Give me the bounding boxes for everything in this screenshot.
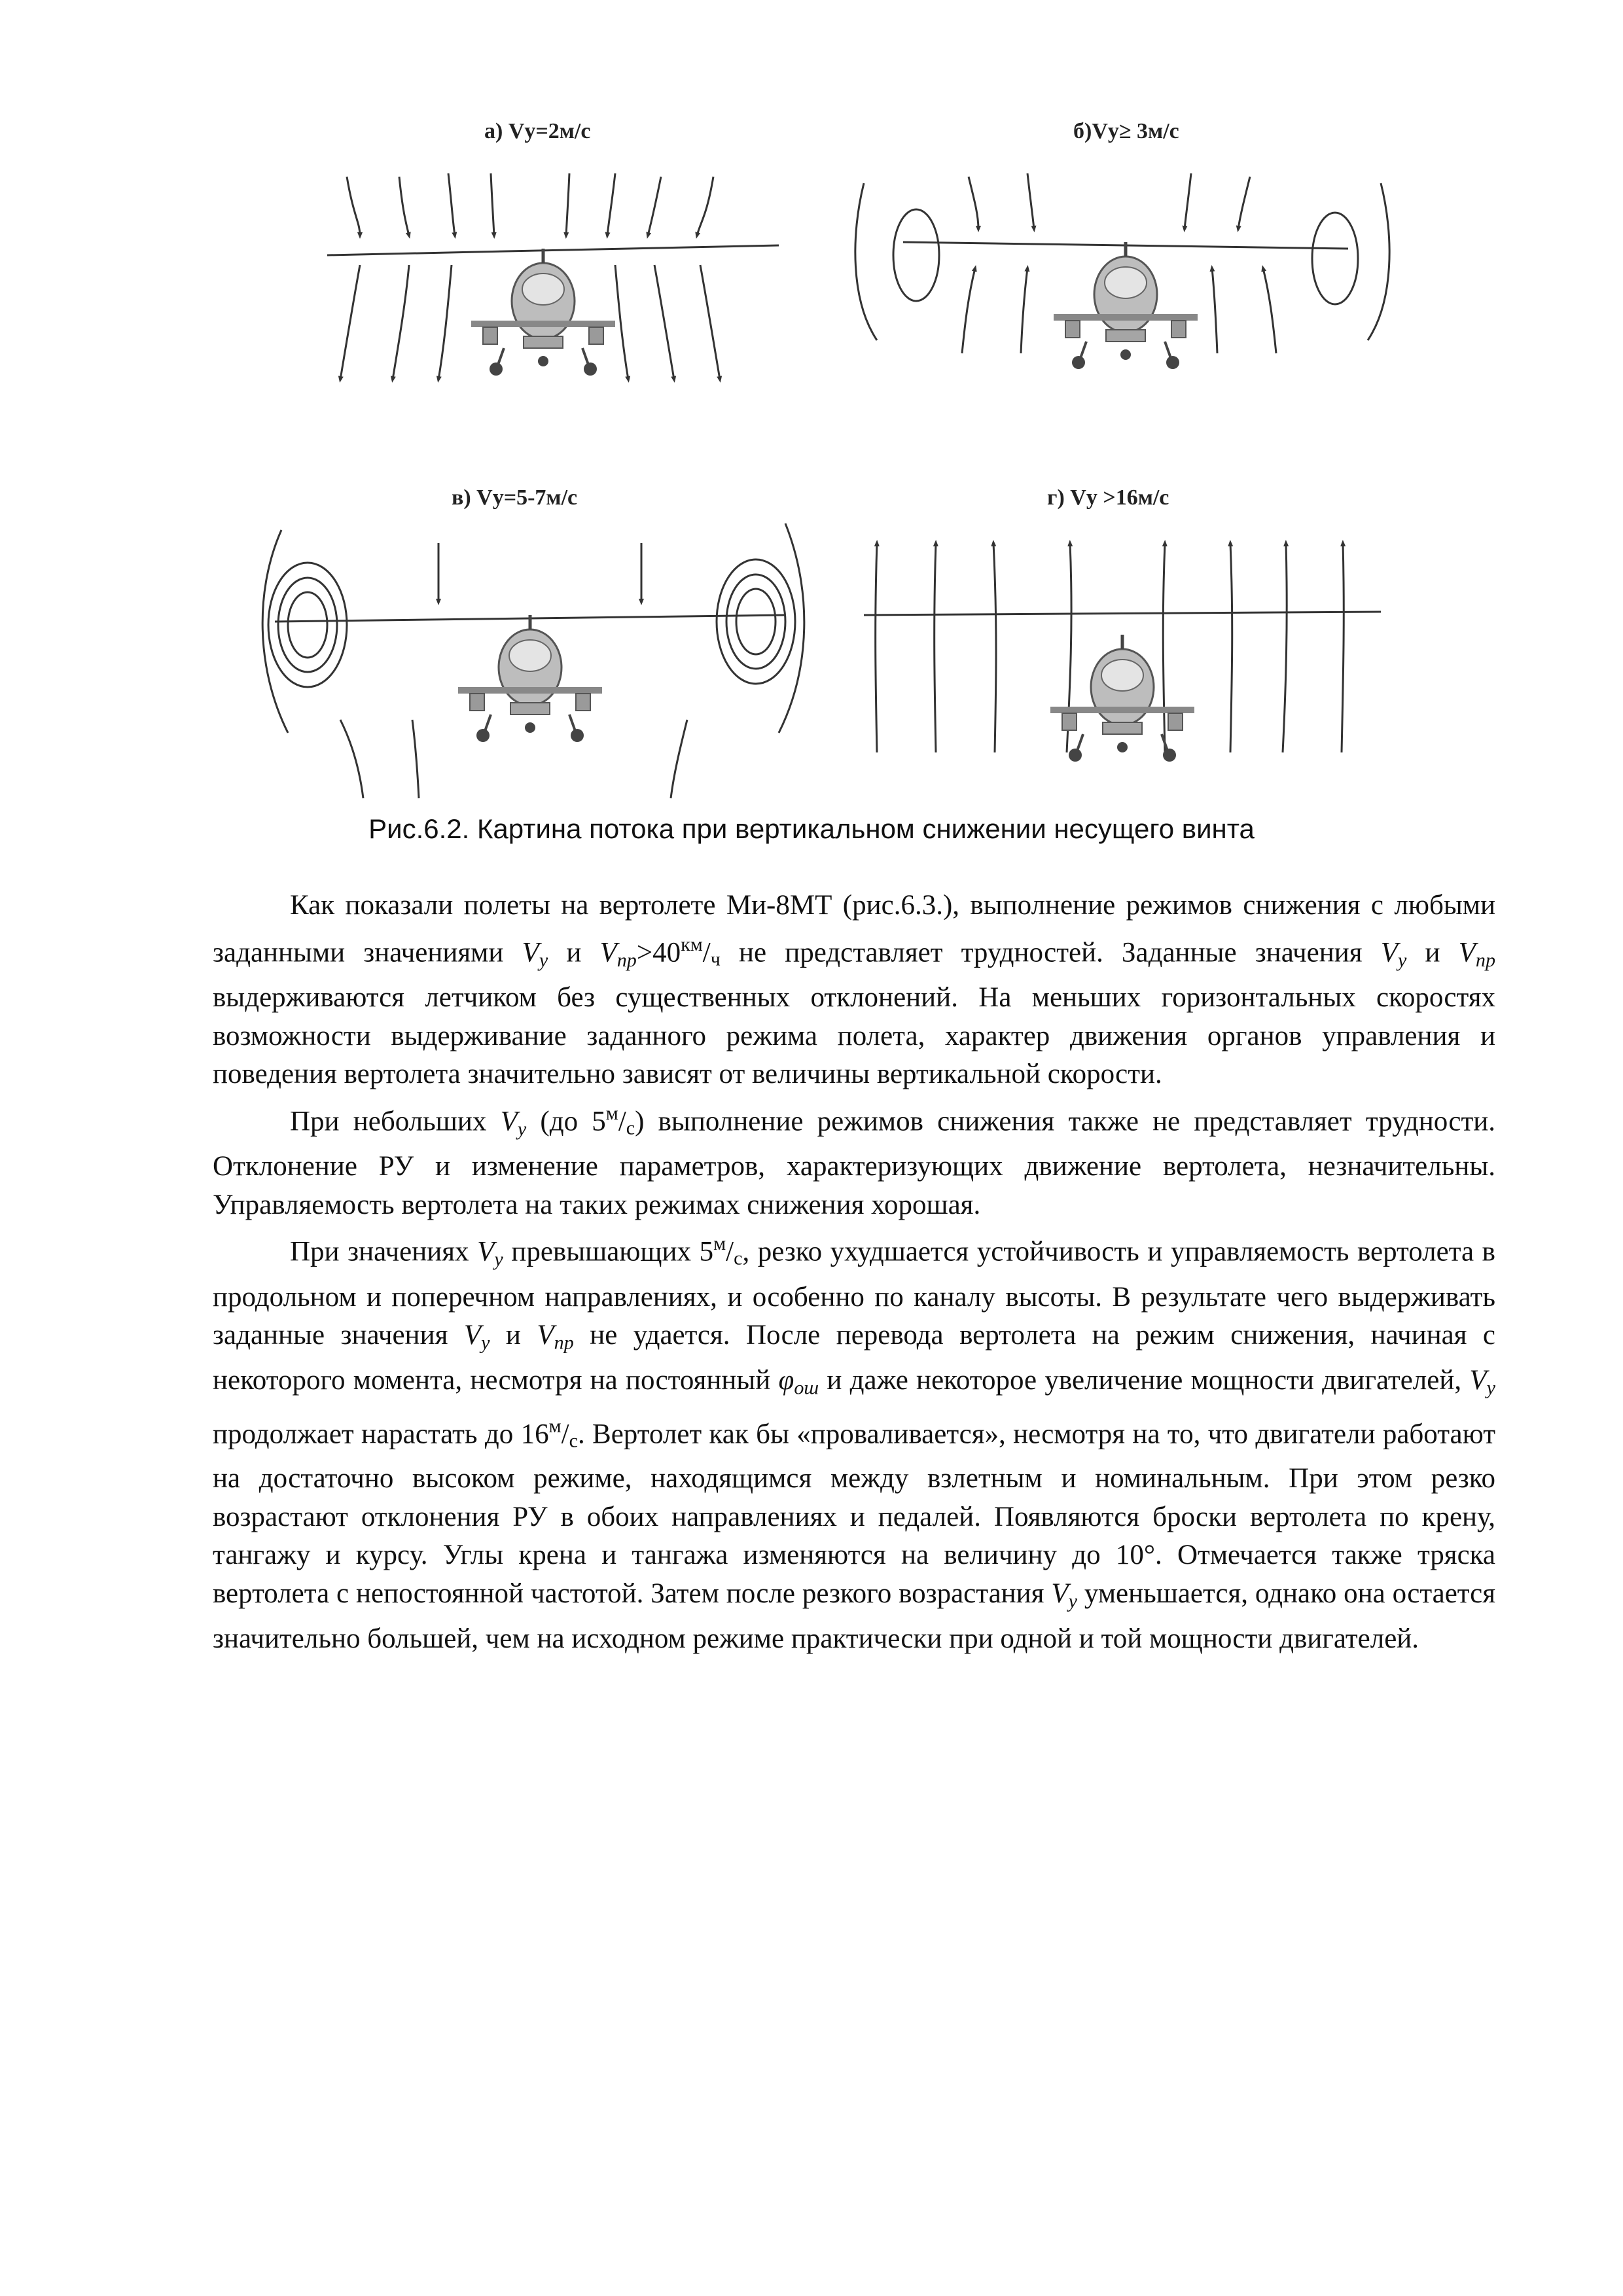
subscript: y [1397,948,1407,971]
text-run: не удается. После перевода вертолета на режим снижения, начиная с некоторого момента, несмотря на постоянный [213,1320,1495,1396]
panel-d-diagram [851,471,1387,811]
unit-slash: / [702,937,711,968]
unit-slash: / [618,1106,626,1137]
symbol-v: V [1380,937,1398,968]
panel-label: а) Vу=2м/с [484,119,591,143]
subscript: y [539,948,548,971]
subscript: y [481,1331,490,1354]
panel-b-diagram [851,105,1387,445]
unit-denominator: с [569,1429,578,1452]
panel-label: б)Vу≥ 3м/с [1073,119,1179,143]
text-run: . Вертолет как бы «проваливается», несмотря на то, что двигатели работают на достаточно высоком режиме, находящимся между взлетным и номинальным. При этом резко возрастают отклонения РУ в обоих направлениях и педалей. Появляются броски вертолета по крену, тангажу и курсу. Углы крена и тангажа изменяются на величину до 10°. Отмечается также тряска вертолета с непостоянной частотой. Затем после резкого возрастания [213,1419,1495,1609]
symbol-v: V [599,937,617,968]
panel-c [262,471,798,811]
panel-a-diagram [262,105,798,445]
symbol-v: V [500,1106,518,1137]
unit-slash: / [561,1419,569,1450]
superscript: м [548,1415,562,1438]
symbol-v: V [1458,937,1476,968]
subscript: y [1068,1589,1077,1612]
body-text [213,887,1495,1658]
symbol-v: V [522,937,539,968]
text-run: При небольших [290,1106,501,1137]
panel-c-diagram [262,471,798,811]
text-run: превышающих 5 [503,1236,714,1267]
subscript: y [494,1248,503,1271]
paragraph-1 [213,887,1495,1094]
panel-b [851,105,1387,445]
unit-denominator: ч [710,947,721,970]
panel-a [262,105,798,445]
paragraph-3 [213,1224,1495,1658]
text-run: >40 [636,937,681,968]
text-run: Как показали полеты на вертолете Ми-8МТ (рис.6.3.), выполнение режимов снижения с любыми заданными значениями [213,890,1495,968]
text-run: ) выполнение режимов снижения также не представляет трудности. Отклонение РУ и изменение параметров, характеризующих движение вертолета, незначительны. Управляемость вертолета на таких режимах снижения хорошая. [213,1106,1496,1220]
symbol-v: V [1469,1365,1487,1396]
text-run: (до 5 [526,1106,606,1137]
unit-slash: / [726,1236,734,1267]
panel-label: г) Vу >16м/с [1047,486,1169,510]
text-run: продолжает нарастать до 16 [213,1419,549,1450]
figure-caption: Рис.6.2. Картина потока при вертикальном снижении несущего винта [368,813,1255,844]
text-run: не представляет трудностей. Заданные значения [720,937,1381,968]
superscript: м [605,1101,618,1124]
text-run: и [490,1320,537,1351]
text-run: и даже некоторое увеличение мощности двигателей, [819,1365,1470,1396]
text-run: уменьшается, однако она остается значительно большей, чем на исходном режиме практически при одной и той мощности двигателей. [213,1578,1495,1654]
text-run: , резко ухудшается устойчивость и управляемость вертолета в продольном и поперечном направлениях, и особенно по каналу высоты. В результате чего выдерживать заданные значения [213,1236,1495,1351]
symbol-v: V [463,1320,482,1351]
text-run: При значениях [290,1236,478,1267]
unit-denominator: с [626,1116,635,1139]
text-run: и [1406,937,1459,968]
panel-d [851,471,1387,811]
symbol-v: V [537,1320,554,1351]
text-run: выдерживаются летчиком без существенных отклонений. На меньших горизонтальных скоростях возможности выдерживание заданного режима полета, характер движения органов управления и поведения вертолета значительно зависят от величины вертикальной скорости. [213,982,1495,1090]
subscript: пр [554,1331,574,1354]
subscript: y [517,1117,527,1140]
superscript: м [713,1232,726,1255]
symbol-v: V [477,1236,495,1267]
unit-denominator: с [734,1246,743,1269]
panel-label: в) Vу=5-7м/с [452,486,578,510]
symbol-v: V [1051,1578,1069,1609]
superscript: км [681,932,703,955]
subscript: ош [794,1376,819,1399]
flow-figure [262,105,1387,818]
text-run: и [548,937,600,968]
subscript: пр [616,948,637,971]
subscript: y [1486,1376,1496,1399]
paragraph-2 [213,1094,1495,1225]
symbol-phi: φ [778,1365,794,1396]
subscript: пр [1475,948,1495,971]
